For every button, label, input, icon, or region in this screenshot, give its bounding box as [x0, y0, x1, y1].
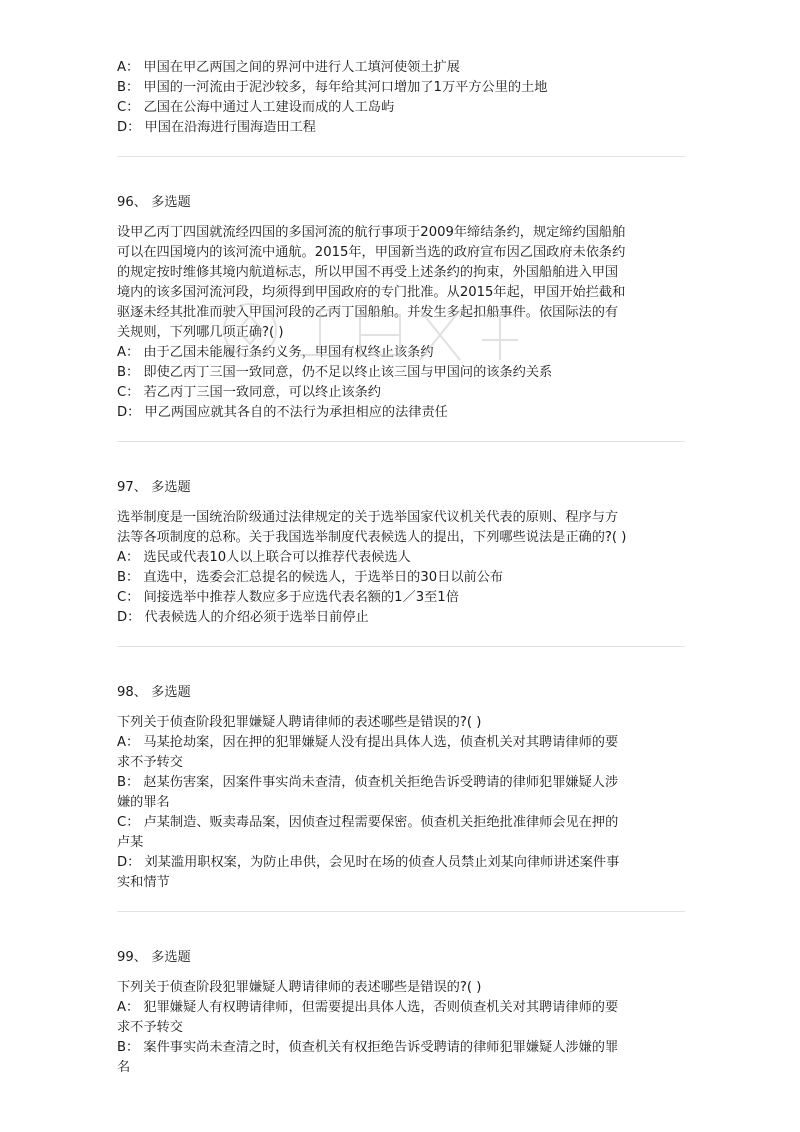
q95-option-b: B： 甲国的一河流由于泥沙较多，每年给其河口增加了1万平方公里的土地 [117, 80, 548, 95]
question-stem-line: 下列关于侦查阶段犯罪嫌疑人聘请律师的表述哪些是错误的?( ) [117, 715, 482, 730]
question-header: 97、 多选题 [117, 480, 191, 495]
option-a: A： 马某抢劫案，因在押的犯罪嫌疑人没有提出具体人选，侦查机关对其聘请律师的要 [117, 735, 619, 750]
option-c: C： 间接选举中推荐人数应多于应选代表名额的1／3至1倍 [117, 590, 459, 605]
question-stem-line: 选举制度是一国统治阶级通过法律规定的关于选举国家代议机关代表的原则、程序与方 [117, 510, 619, 525]
question-header: 99、 多选题 [117, 950, 191, 965]
option-b: B： 案件事实尚未查清之时，侦查机关有权拒绝告诉受聘请的律师犯罪嫌疑人涉嫌的罪 [117, 1040, 619, 1055]
q95-option-c: C： 乙国在公海中通过人工建设而成的人工岛屿 [117, 100, 395, 115]
option-a-cont: 求不予转交 [117, 1020, 183, 1035]
question-stem-line: 驱逐未经其批准而驶入甲国河段的乙丙丁国船舶。并发生多起扣船事件。依国际法的有 [117, 305, 619, 320]
option-d-cont: 实和情节 [117, 875, 170, 890]
question-stem-line: 的规定按时维修其境内航道标志，所以甲国不再受上述条约的拘束，外国船舶进入甲国 [117, 265, 619, 280]
question-stem-line: 设甲乙丙丁四国就流经四国的多国河流的航行事项于2009年缔结条约，规定缔约国船舶 [117, 225, 626, 240]
question-97 [117, 478, 687, 628]
question-98 [117, 683, 687, 893]
question-stem-line: 关规则，下列哪几项正确?( ) [117, 325, 284, 340]
question-stem-line: 下列关于侦查阶段犯罪嫌疑人聘请律师的表述哪些是错误的?( ) [117, 980, 482, 995]
document-content [117, 58, 687, 1078]
option-d: D： 甲乙两国应就其各自的不法行为承担相应的法律责任 [117, 405, 448, 420]
option-c: C： 卢某制造、贩卖毒品案，因侦查过程需要保密。侦查机关拒绝批准律师会见在押的 [117, 815, 619, 830]
question-stem-line: 法等各项制度的总称。关于我国选举制度代表候选人的提出，下列哪些说法是正确的?( ) [117, 530, 627, 545]
option-b-cont: 嫌的罪名 [117, 795, 170, 810]
option-d: D： 刘某滥用职权案，为防止串供，会见时在场的侦查人员禁止刘某向律师讲述案件事 [117, 855, 620, 870]
q95-option-a: A： 甲国在甲乙两国之间的界河中进行人工填河使领土扩展 [117, 60, 460, 75]
option-a: A： 由于乙国未能履行条约义务，甲国有权终止该条约 [117, 345, 434, 360]
question-stem-line: 境内的该多国河流河段，均须得到甲国政府的专门批准。从2015年起，甲国开始拦截和 [117, 285, 626, 300]
question-stem-line: 可以在四国境内的该河流中通航。2015年，甲国新当选的政府宣布因乙国政府未依条约 [117, 245, 626, 260]
question-header: 96、 多选题 [117, 195, 191, 210]
question-96 [117, 193, 687, 423]
question-99 [117, 948, 687, 1078]
q95-option-d: D： 甲国在沿海进行围海造田工程 [117, 120, 316, 135]
option-a: A： 选民或代表10人以上联合可以推荐代表候选人 [117, 550, 411, 565]
option-b: B： 直选中，选委会汇总提名的候选人，于选举日的30日以前公布 [117, 570, 504, 585]
q95-options [117, 58, 687, 138]
option-c: C： 若乙丙丁三国一致同意，可以终止该条约 [117, 385, 381, 400]
option-a-cont: 求不予转交 [117, 755, 183, 770]
option-b: B： 即使乙丙丁三国一致同意，仍不足以终止该三国与甲国问的该条约关系 [117, 365, 553, 380]
option-c-cont: 卢某 [117, 835, 144, 850]
option-d: D： 代表候选人的介绍必须于选举日前停止 [117, 610, 369, 625]
option-b: B： 赵某伤害案，因案件事实尚未查清，侦查机关拒绝告诉受聘请的律师犯罪嫌疑人涉 [117, 775, 619, 790]
option-b-cont: 名 [117, 1060, 131, 1075]
option-a: A： 犯罪嫌疑人有权聘请律师，但需要提出具体人选，否则侦查机关对其聘请律师的要 [117, 1000, 619, 1015]
question-header: 98、 多选题 [117, 685, 191, 700]
